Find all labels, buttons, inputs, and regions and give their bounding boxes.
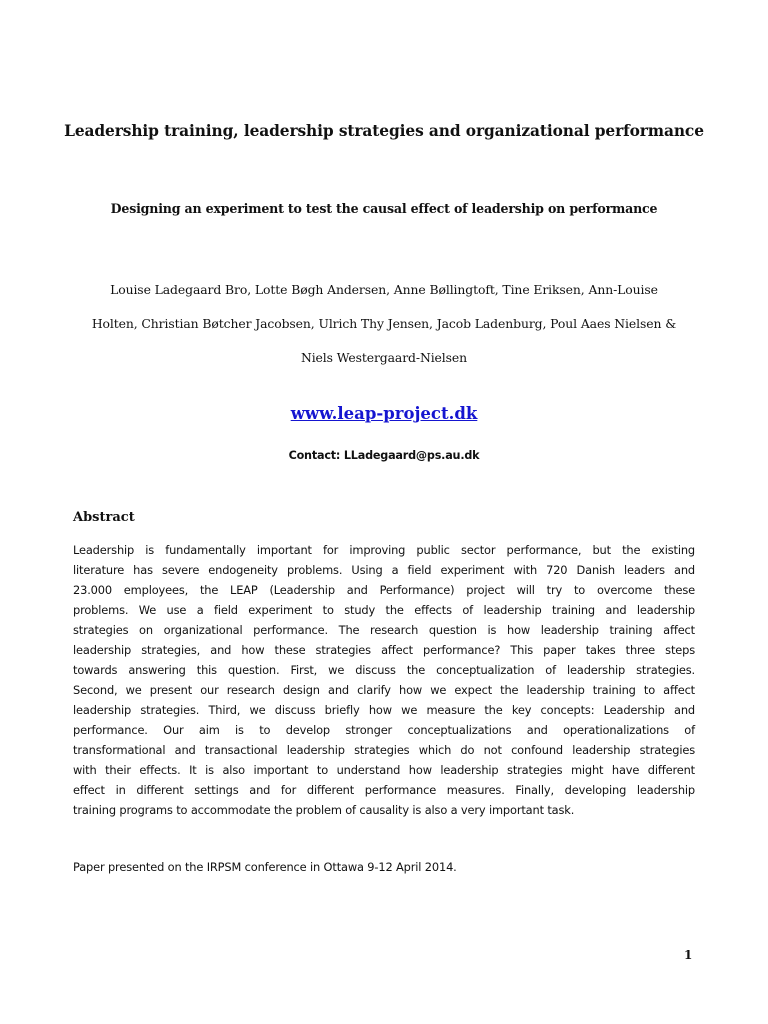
paper-subtitle: Designing an experiment to test the causal effect of leadership on performance xyxy=(110,201,658,216)
paper-title: Leadership training, leadership strategies and organizational performance xyxy=(64,122,704,140)
abstract-line: towards answering this question. First, we discuss the conceptualization of leadership strategies. xyxy=(73,663,695,677)
abstract-line: performance. Our aim is to develop stronger conceptualizations and operationalizations of xyxy=(73,723,695,737)
abstract-line: strategies on organizational performance. The research question is how leadership training affect xyxy=(73,623,695,637)
abstract-line: problems. We use a field experiment to study the effects of leadership training and leadership xyxy=(73,603,695,617)
abstract-line: transformational and transactional leadership strategies which do not confound leadership strategies xyxy=(73,743,695,757)
abstract-heading: Abstract xyxy=(73,510,135,525)
project-website-link[interactable]: www.leap-project.dk xyxy=(290,404,478,423)
author-line: Holten, Christian Bøtcher Jacobsen, Ulrich Thy Jensen, Jacob Ladenburg, Poul Aaes Nielsen & xyxy=(91,316,677,331)
abstract-line: leadership strategies. Third, we discuss briefly how we measure the key concepts: Leadership and xyxy=(73,703,695,717)
abstract-text xyxy=(73,540,695,820)
abstract-line: 23.000 employees, the LEAP (Leadership and Performance) project will try to overcome these xyxy=(73,583,695,597)
page-number: 1 xyxy=(684,948,693,962)
abstract-line: Second, we present our research design and clarify how we expect the leadership training to affect xyxy=(73,683,695,697)
abstract-line: effect in different settings and for different performance measures. Finally, developing leadership xyxy=(73,783,695,797)
author-line: Louise Ladegaard Bro, Lotte Bøgh Andersen, Anne Bøllingtoft, Tine Eriksen, Ann-Louise xyxy=(110,282,658,297)
conference-note: Paper presented on the IRPSM conference in Ottawa 9-12 April 2014. xyxy=(73,860,457,874)
contact-info: Contact: LLadegaard@ps.au.dk xyxy=(288,449,480,462)
abstract-line: leadership strategies, and how these strategies affect performance? This paper takes three steps xyxy=(73,643,695,657)
abstract-line: training programs to accommodate the problem of causality is also a very important task. xyxy=(73,803,575,817)
abstract-line: Leadership is fundamentally important for improving public sector performance, but the existing xyxy=(73,543,695,557)
author-line: Niels Westergaard-Nielsen xyxy=(300,350,468,365)
author-list xyxy=(80,273,688,375)
project-website xyxy=(0,404,768,423)
abstract-line: with their effects. It is also important to understand how leadership strategies might have different xyxy=(73,763,695,777)
abstract-line: literature has severe endogeneity problems. Using a field experiment with 720 Danish leaders and xyxy=(73,563,695,577)
